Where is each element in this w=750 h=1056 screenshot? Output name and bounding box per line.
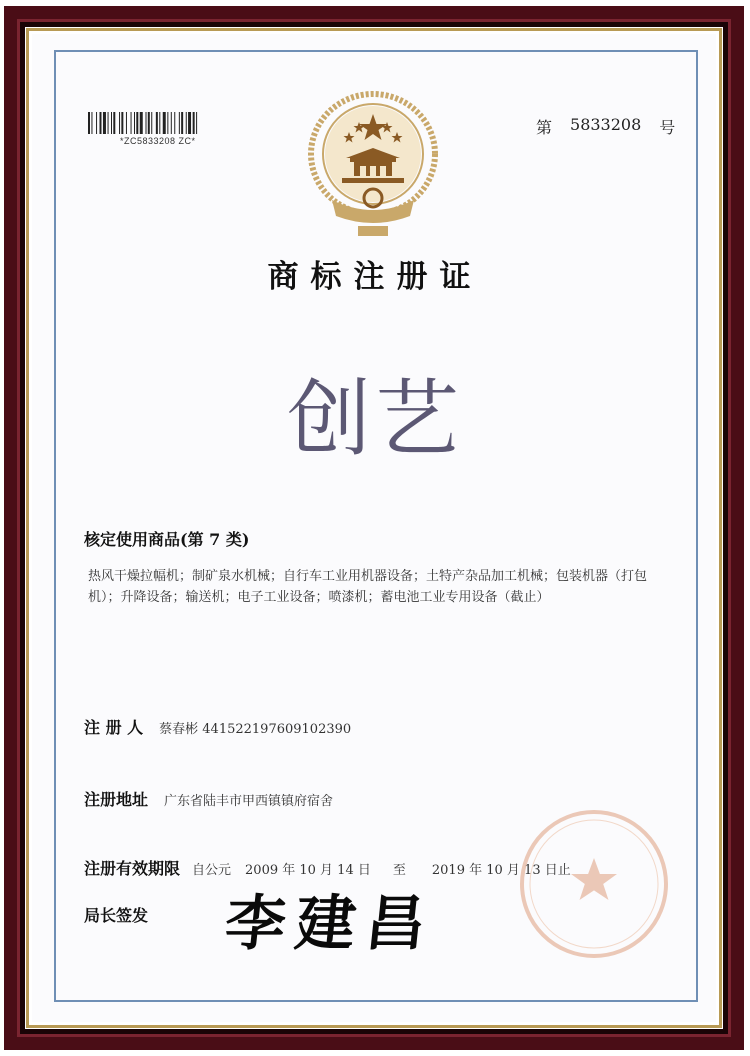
barcode-bar — [167, 112, 168, 134]
barcode-bar — [96, 112, 97, 134]
registration-number — [536, 115, 675, 138]
registration-number-suffix: 号 — [659, 118, 676, 137]
director-signature: 李建昌 — [221, 889, 440, 959]
barcode-bar — [196, 112, 197, 134]
barcode-bar — [188, 112, 191, 134]
barcode-bar — [186, 112, 187, 134]
barcode-bar — [91, 112, 92, 134]
barcode-bar — [113, 112, 115, 134]
barcode-bar — [119, 112, 120, 134]
barcode-bar — [108, 112, 109, 134]
barcode-bar — [131, 112, 132, 134]
barcode-bar — [179, 112, 180, 134]
barcode-bar — [163, 112, 166, 134]
validity-from-date: 2009 年 10 月 14 日 — [245, 863, 371, 878]
barcode-bar — [140, 112, 143, 134]
barcode-bar — [111, 112, 112, 134]
certificate-title: 商标注册证 — [267, 259, 483, 295]
barcode-bar — [134, 112, 135, 134]
registrant-value: 蔡春彬 441522197609102390 — [159, 722, 352, 737]
barcode-bar — [151, 112, 152, 134]
director-row — [84, 903, 148, 926]
barcode-bar — [88, 112, 90, 134]
registrant-row — [84, 715, 351, 738]
national-emblem — [302, 88, 444, 244]
barcode-bar — [174, 112, 175, 134]
registrant-label: 注 册 人 — [84, 718, 144, 737]
official-seal — [518, 808, 670, 960]
goods-heading: 核定使用商品(第 7 类) — [84, 530, 250, 549]
validity-label: 注册有效期限 — [84, 859, 181, 878]
barcode-bar — [100, 112, 102, 134]
address-value: 广东省陆丰市甲西镇镇府宿舍 — [164, 794, 334, 809]
barcode-bar — [136, 112, 138, 134]
barcode-bar — [126, 112, 127, 134]
barcode-bar — [193, 112, 195, 134]
barcode-bar — [103, 112, 106, 134]
address-row — [84, 787, 333, 810]
barcode-bar — [121, 112, 123, 134]
validity-to-date: 2019 年 10 月 13 日止 — [431, 863, 571, 878]
barcode-bar — [146, 112, 147, 134]
barcode-bar — [148, 112, 150, 134]
director-label: 局长签发 — [84, 906, 149, 925]
barcode-bar — [159, 112, 160, 134]
trademark-text: 创艺 — [286, 370, 463, 468]
validity-separator: 至 — [392, 863, 406, 878]
barcode-bar — [171, 112, 172, 134]
registration-number-prefix: 第 — [536, 118, 553, 137]
barcode-bar — [181, 112, 183, 134]
registration-number-value: 5833208 — [570, 115, 642, 134]
goods-list: 热风干燥拉幅机；制矿泉水机械；自行车工业用机器设备；土特产杂品加工机械；包装机器（打包机）；升降设备；输送机；电子工业设备；喷漆机；蓄电池工业专用设备（截止） — [88, 569, 648, 605]
barcode-bar — [156, 112, 158, 134]
barcode — [88, 112, 274, 134]
validity-from-prefix: 自公元 — [192, 863, 232, 878]
address-label: 注册地址 — [84, 790, 149, 809]
barcode-text: *ZC5833208 ZC* — [120, 136, 196, 146]
